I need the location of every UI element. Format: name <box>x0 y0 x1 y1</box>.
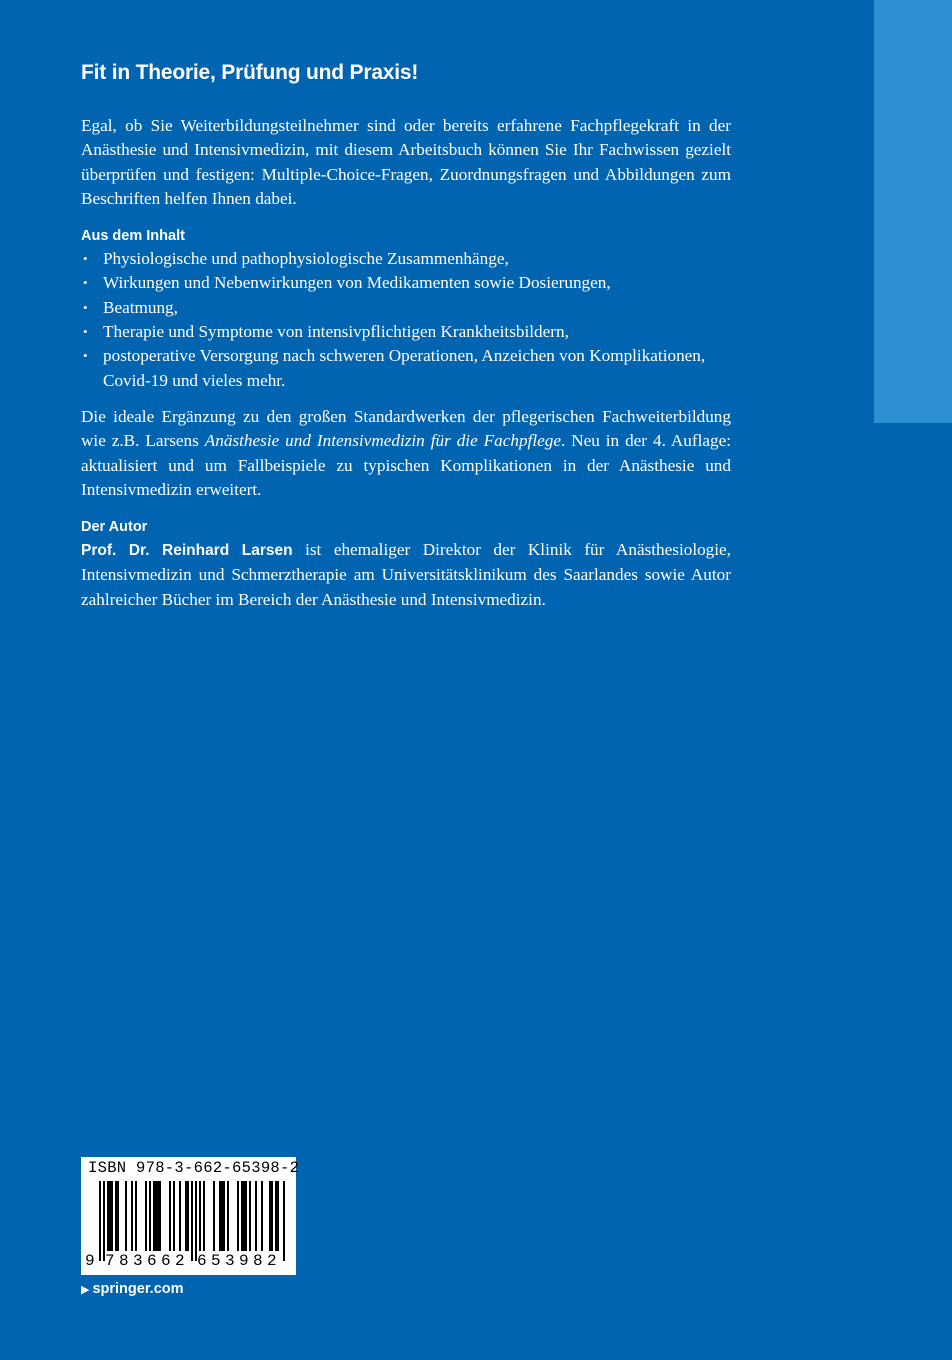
barcode-bar <box>277 1181 279 1251</box>
isbn-label: ISBN 978-3-662-65398-2 <box>88 1159 300 1177</box>
barcode-bar <box>159 1181 161 1251</box>
barcode-bar <box>269 1181 271 1251</box>
barcode-bar <box>271 1181 273 1251</box>
barcode-digit: 2 <box>267 1252 277 1270</box>
triangle-right-icon: ▶ <box>81 1284 90 1296</box>
author-paragraph: Prof. Dr. Reinhard Larsen ist ehemaliger Direktor der Klinik für Anästhesiologie, Intensivmedizin und Schmerztherapie am Universitätsklinikum des Saarlandes sowie Autor zahlreicher Bücher im Bereich der Anästhesie und Intensivmedizin. <box>81 540 731 609</box>
barcode-digit: 6 <box>147 1252 157 1270</box>
barcode-digit: 3 <box>133 1252 143 1270</box>
barcode-bar <box>131 1181 133 1251</box>
barcode-bar <box>249 1181 251 1251</box>
barcode-digit: 8 <box>119 1252 129 1270</box>
barcode-bar <box>187 1181 189 1251</box>
barcode-bar <box>111 1181 113 1251</box>
barcode-bar <box>213 1181 215 1251</box>
barcode-digit: 8 <box>253 1252 263 1270</box>
side-color-band <box>874 0 952 423</box>
barcode-bar <box>245 1181 247 1251</box>
barcode-bar <box>155 1181 157 1251</box>
barcode-guard-bar <box>103 1181 105 1261</box>
barcode-bar <box>261 1181 263 1251</box>
author-name: Prof. Dr. Reinhard Larsen <box>81 542 293 560</box>
barcode-bar <box>203 1181 205 1251</box>
contents-list <box>81 247 731 393</box>
bullet-icon: • <box>83 348 88 364</box>
list-item: • Therapie und Symptome von intensivpflichtigen Krankheitsbildern, <box>81 320 731 344</box>
barcode-bar <box>243 1181 245 1251</box>
publisher-url: springer.com <box>92 1281 184 1297</box>
barcode-digit: 2 <box>175 1252 185 1270</box>
barcode-bar <box>149 1181 151 1251</box>
barcode-guard-bar <box>191 1181 193 1261</box>
barcode-bar <box>125 1181 127 1251</box>
list-item: • postoperative Versorgung nach schweren Operationen, Anzeichen von Komplikationen, Covid-19 und vieles mehr. <box>83 346 706 390</box>
barcode-guard-bar <box>195 1181 197 1261</box>
barcode-digit: 6 <box>161 1252 171 1270</box>
barcode-bar <box>135 1181 137 1251</box>
barcode-bar <box>255 1181 257 1251</box>
barcode-digit: 9 <box>85 1252 95 1270</box>
barcode-guard-bar <box>99 1181 101 1261</box>
list-item: • Physiologische und pathophysiologische Zusammenhänge, <box>81 247 731 271</box>
bullet-icon: • <box>83 299 88 315</box>
barcode-bar <box>145 1181 147 1251</box>
barcode-bar <box>199 1181 201 1251</box>
back-cover-text <box>81 58 731 626</box>
barcode-bar <box>227 1181 229 1251</box>
list-item: • Beatmung, <box>81 296 731 320</box>
barcode-bar <box>185 1181 187 1251</box>
barcode-bar <box>275 1181 277 1251</box>
bullet-icon: • <box>83 324 88 340</box>
cover-heading: Fit in Theorie, Prüfung und Praxis! <box>81 61 419 84</box>
barcode-bar <box>237 1181 239 1251</box>
isbn-barcode <box>81 1157 300 1275</box>
reference-book-title: Anästhesie und Intensivmedizin für die Fachpflege <box>204 431 561 451</box>
author-heading: Der Autor <box>81 519 148 536</box>
barcode-digit: 5 <box>211 1252 221 1270</box>
barcode-digit: 3 <box>225 1252 235 1270</box>
list-item: • Wirkungen und Nebenwirkungen von Medikamenten sowie Dosierungen, <box>81 271 731 295</box>
publisher-link[interactable] <box>81 1280 184 1299</box>
barcode-digit: 6 <box>197 1252 207 1270</box>
barcode-guard-bar <box>283 1181 285 1261</box>
barcode-bar <box>221 1181 223 1251</box>
barcode-digit: 9 <box>239 1252 249 1270</box>
barcode-bar <box>157 1181 159 1251</box>
barcode-bars <box>91 1181 287 1261</box>
barcode-bar <box>115 1181 117 1251</box>
ideal-paragraph: Die ideale Ergänzung zu den großen Standardwerken der pflegerischen Fachweiterbildung wie z.B. Larsens Anästhesie und Intensivmedizin für die Fachpflege. Neu in der 4. Auflage: aktualisiert und um Fallbeispiele zu typischen Komplikationen in der Anästhesie und Intensivmedizin erweitert. <box>81 406 731 499</box>
barcode-bar <box>223 1181 225 1251</box>
barcode-bar <box>109 1181 111 1251</box>
bullet-icon: • <box>83 275 88 291</box>
barcode-bar <box>169 1181 171 1251</box>
intro-paragraph: Egal, ob Sie Weiterbildungsteilnehmer sind oder bereits erfahrene Fachpflegekraft in der Anästhesie und Intensivmedizin, mit diesem Arbeitsbuch können Sie Ihr Fachwissen gezielt überprüfen und festigen: Multiple-Choice-Fragen, Zuordnungsfragen und Abbildungen zum Beschriften helfen Ihnen dabei. <box>81 116 731 208</box>
barcode-digit: 7 <box>105 1252 115 1270</box>
barcode-bar <box>107 1181 109 1251</box>
barcode-bar <box>117 1181 119 1251</box>
bullet-icon: • <box>83 251 88 267</box>
contents-heading: Aus dem Inhalt <box>81 228 185 245</box>
barcode-bar <box>173 1181 175 1251</box>
barcode-bar <box>219 1181 221 1251</box>
barcode-bar <box>241 1181 243 1251</box>
barcode-bar <box>153 1181 155 1251</box>
barcode-bar <box>179 1181 181 1251</box>
